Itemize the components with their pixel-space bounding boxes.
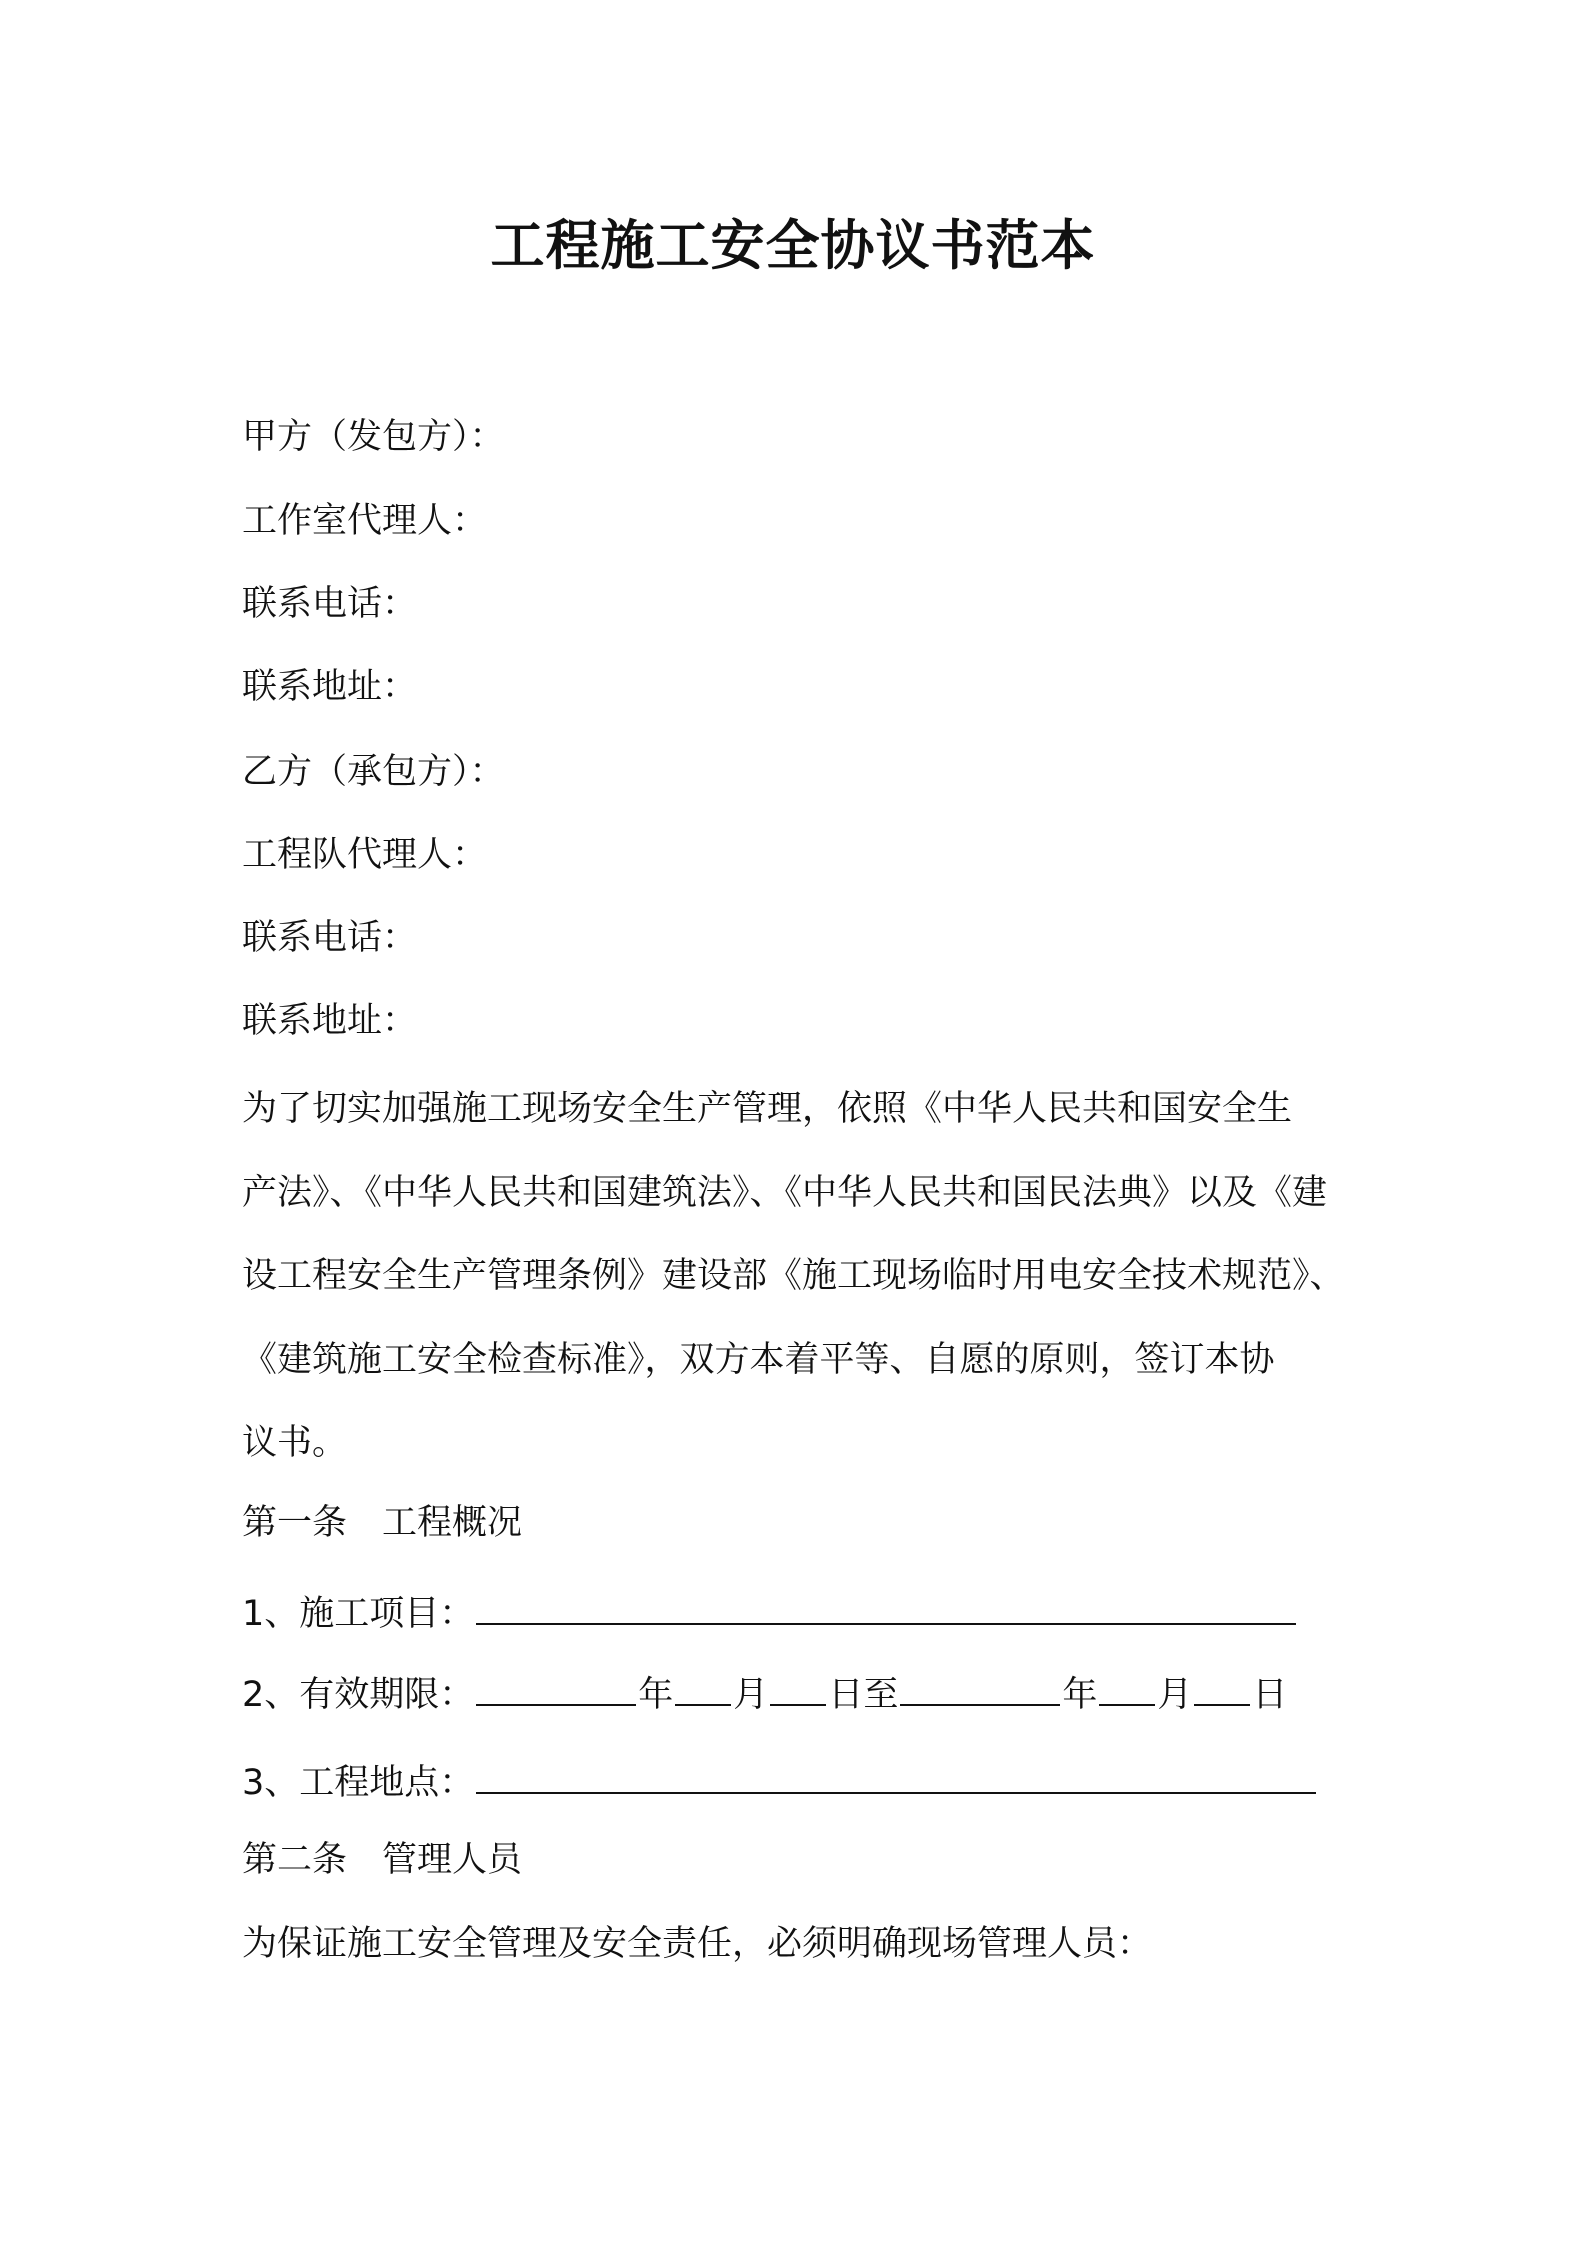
- start-day-unit: 日至: [828, 1675, 899, 1715]
- preamble-line: 议书。: [242, 1423, 348, 1463]
- end-month-blank: [1099, 1664, 1155, 1706]
- item3-label: 3、工程地点：: [242, 1763, 475, 1803]
- party-b-phone: 联系电话：: [242, 918, 418, 958]
- end-year-unit: 年: [1062, 1675, 1098, 1715]
- article2-heading: 第二条 管理人员: [242, 1840, 523, 1880]
- party-b-label: 乙方（承包方）：: [242, 752, 505, 792]
- party-a-label: 甲方（发包方）：: [242, 417, 505, 457]
- start-day-blank: [770, 1664, 826, 1706]
- article1-item1: [242, 1583, 1382, 1644]
- party-a-agent: 工作室代理人：: [242, 501, 488, 541]
- project-name-blank: [476, 1583, 1296, 1625]
- preamble-paragraph: [242, 1068, 1362, 1486]
- party-a-phone: 联系电话：: [242, 584, 418, 624]
- start-year-unit: 年: [638, 1675, 674, 1715]
- start-month-unit: 月: [733, 1675, 769, 1715]
- article1-item3: [242, 1752, 1382, 1813]
- item1-label: 1、施工项目：: [242, 1594, 475, 1634]
- document-title: 工程施工安全协议书范本: [490, 214, 1096, 277]
- start-year-blank: [476, 1664, 636, 1706]
- end-month-unit: 月: [1157, 1675, 1193, 1715]
- end-year-blank: [900, 1664, 1060, 1706]
- preamble-line: 产法》、《中华人民共和国建筑法》、《中华人民共和国民法典》以及《建: [242, 1172, 1328, 1213]
- project-location-blank: [476, 1752, 1316, 1794]
- article2-text: 为保证施工安全管理及安全责任，必须明确现场管理人员：: [242, 1924, 1153, 1964]
- preamble-line: 《建筑施工安全检查标准》，双方本着平等、自愿的原则，签订本协: [242, 1339, 1275, 1380]
- preamble-line: 设工程安全生产管理条例》建设部《施工现场临时用电安全技术规范》、: [242, 1256, 1345, 1296]
- party-b-address: 联系地址：: [242, 1001, 418, 1041]
- preamble-line: 为了切实加强施工现场安全生产管理，依照《中华人民共和国安全生: [242, 1089, 1293, 1129]
- end-day-unit: 日: [1252, 1675, 1288, 1715]
- party-b-agent: 工程队代理人：: [242, 835, 488, 875]
- article1-item2: [242, 1664, 1382, 1725]
- article1-heading: 第一条 工程概况: [242, 1503, 523, 1543]
- start-month-blank: [675, 1664, 731, 1706]
- end-day-blank: [1194, 1664, 1250, 1706]
- party-a-address: 联系地址：: [242, 667, 418, 707]
- item2-label: 2、有效期限：: [242, 1675, 475, 1715]
